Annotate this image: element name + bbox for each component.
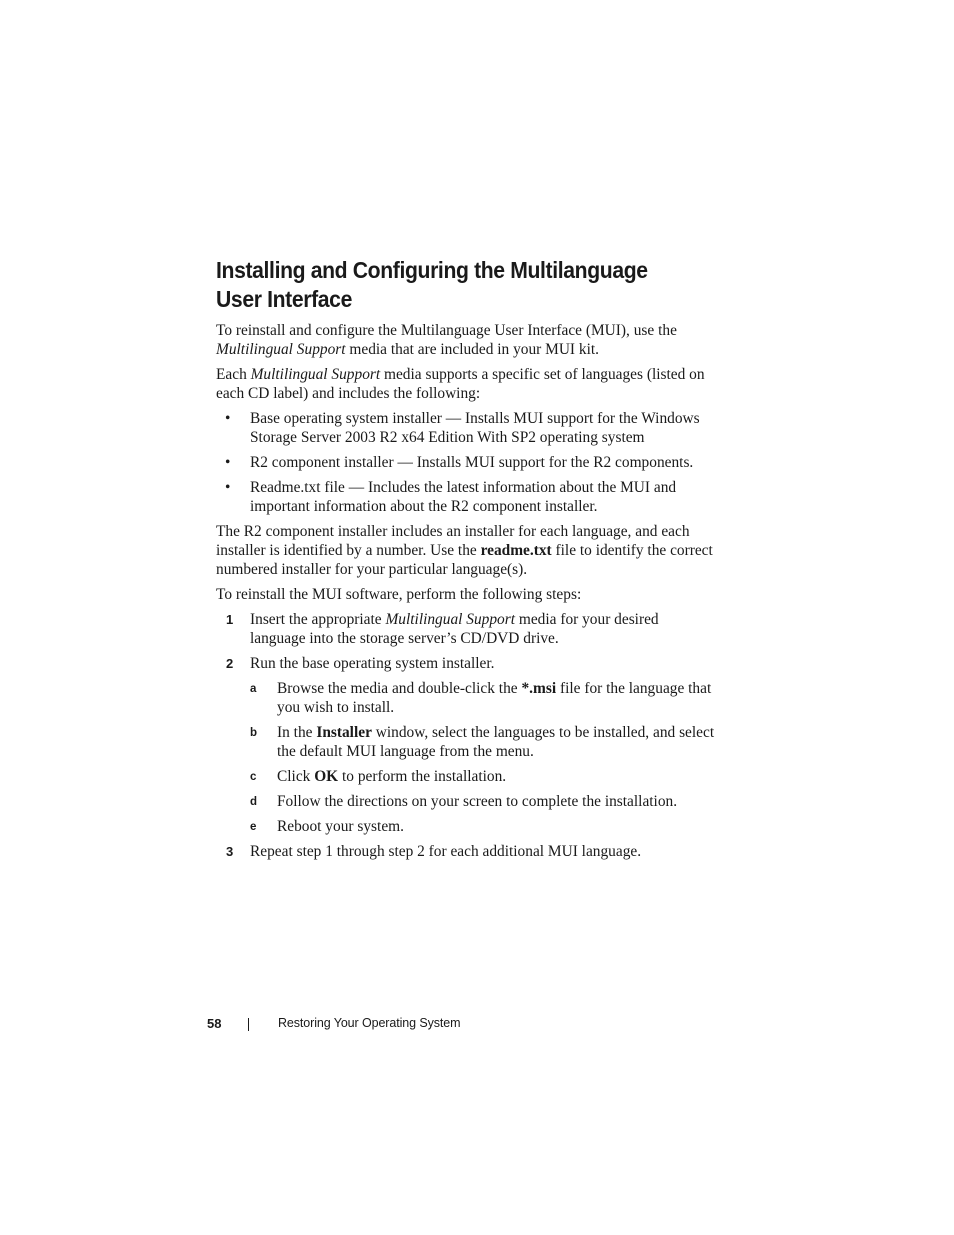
intro-text: media that are included in your MUI kit.	[345, 341, 599, 358]
intro-italic: Multilingual Support	[216, 341, 346, 358]
page-number: 58	[207, 1016, 222, 1031]
intro-italic: Multilingual Support	[250, 366, 381, 383]
msi-filename: *.msi	[521, 680, 557, 697]
bullet-marker: •	[225, 479, 231, 496]
step-number: 2	[226, 656, 234, 671]
bullet-text: Base operating system installer — Installs MUI support for the Windows Storage Server 2003 R2 x64 Edition With SP2 operating system	[250, 410, 700, 446]
installer-window-name: Installer	[316, 724, 372, 741]
substep-text: Follow the directions on your screen to complete the installation.	[277, 793, 678, 810]
intro-text: Each	[216, 366, 251, 383]
substep-e	[216, 817, 716, 836]
step-text: media for your desired language into the storage server’s CD/DVD drive.	[250, 611, 659, 647]
substep-text: Click	[277, 768, 315, 785]
substep-letter: e	[250, 821, 257, 833]
substep-letter: b	[250, 727, 258, 739]
substep-b	[216, 723, 716, 761]
bullet-text: R2 component installer — Installs MUI support for the R2 components.	[250, 454, 694, 471]
step-2	[216, 654, 716, 673]
bullet-item	[216, 478, 716, 516]
paragraph-text: file to identify the correct numbered installer for your particular language(s).	[216, 542, 713, 578]
bullet-text: Readme.txt file — Includes the latest information about the MUI and important information about the R2 component installer.	[250, 479, 677, 515]
step-number: 3	[226, 844, 234, 859]
footer-section-title: Restoring Your Operating System	[278, 1016, 461, 1030]
bullet-marker: •	[225, 454, 231, 471]
step-italic: Multilingual Support	[385, 611, 516, 628]
substep-a	[216, 679, 716, 717]
bullet-item	[216, 409, 716, 447]
substep-text: Reboot your system.	[277, 818, 404, 835]
footer-divider	[248, 1018, 249, 1031]
substep-d	[216, 792, 716, 811]
intro-paragraph-2	[216, 365, 716, 403]
substep-letter: d	[250, 796, 258, 808]
step-text: Insert the appropriate	[250, 611, 386, 628]
readme-filename: readme.txt	[480, 542, 552, 559]
substep-text: Browse the media and double-click the	[277, 680, 522, 697]
step-1	[216, 610, 716, 648]
steps-intro: To reinstall the MUI software, perform the following steps:	[216, 586, 582, 603]
step-text: Repeat step 1 through step 2 for each additional MUI language.	[250, 843, 642, 860]
substep-text: In the	[277, 724, 317, 741]
section-heading: Installing and Configuring the Multilanguage User Interface	[216, 257, 648, 312]
bullet-item	[216, 453, 716, 472]
step-text: Run the base operating system installer.	[250, 655, 495, 672]
paragraph-text: The R2 component installer includes an installer for each language, and each installer is identified by a number. Use the	[216, 523, 690, 559]
substep-letter: c	[250, 771, 257, 783]
bullet-marker: •	[225, 410, 231, 427]
intro-text: To reinstall and configure the Multilanguage User Interface (MUI), use the	[216, 322, 677, 339]
installer-paragraph	[216, 522, 716, 579]
substep-text: to perform the installation.	[338, 768, 507, 785]
substep-text: file for the language that you wish to install.	[277, 680, 712, 716]
intro-text: media supports a specific set of languages (listed on each CD label) and includes the following:	[216, 366, 705, 402]
step-number: 1	[226, 612, 234, 627]
intro-paragraph-1	[216, 321, 716, 359]
body-content	[216, 321, 716, 867]
substep-c	[216, 767, 716, 786]
ok-label: OK	[314, 768, 339, 785]
substep-text: window, select the languages to be installed, and select the default MUI language from the menu.	[277, 724, 715, 760]
step-3	[216, 842, 716, 861]
substep-letter: a	[250, 683, 257, 695]
